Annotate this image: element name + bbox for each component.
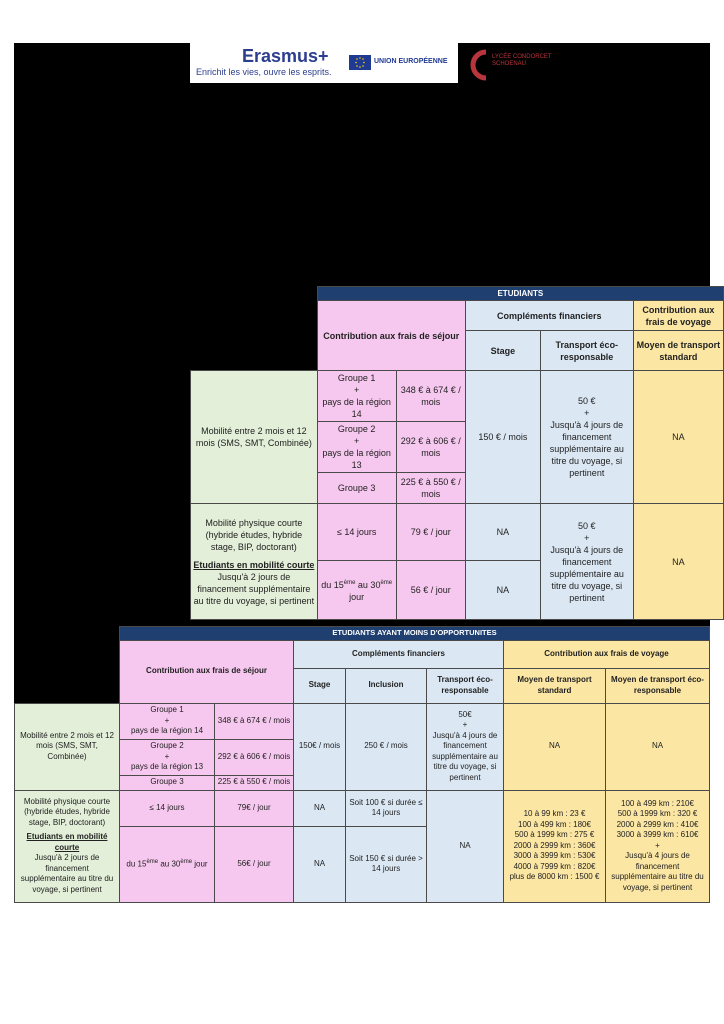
table2-short-eco: NA xyxy=(427,790,504,902)
table1-short-row1-amount: 79 € / jour xyxy=(396,504,465,561)
table2-group-2: Groupe 2 + pays de la région 13 xyxy=(120,739,215,775)
table1-short-row1-days: ≤ 14 jours xyxy=(317,504,396,561)
table2-short-row1-stage: NA xyxy=(294,790,346,826)
table1-long-stage: 150 € / mois xyxy=(465,371,540,504)
table1-eco-header: Transport éco-responsable xyxy=(540,331,633,371)
table2-long-mobility-label: Mobilité entre 2 mois et 12 mois (SMS, SMT, Combinée) xyxy=(15,703,120,790)
table1-short-row2-stage: NA xyxy=(465,561,540,620)
table2-long-eco: 50€ + Jusqu'à 4 jours de financement supplémentaire au titre du voyage, si pertinent xyxy=(427,703,504,790)
table1-long-eco: 50 € + Jusqu'à 4 jours de financement supplémentaire au titre du voyage, si pertinent xyxy=(540,371,633,504)
table1-voyage-header: Contribution aux frais de voyage xyxy=(633,301,723,331)
table2-short-row2-stage: NA xyxy=(294,826,346,902)
table1-long-standard: NA xyxy=(633,371,723,504)
table2-title: ETUDIANTS AYANT MOINS D'OPPORTUNITES xyxy=(120,627,710,641)
table2-distances-standard: 10 à 99 km : 23 € 100 à 499 km : 180€ 500 à 1999 km : 275 € 2000 à 2999 km : 360€ 3000 à 3999 km : 530€ 4000 à 7999 km : 820€ plus de 8000 km : 1500 € xyxy=(504,790,606,902)
table1-standard-header: Moyen de transport standard xyxy=(633,331,723,371)
table2-short-row2-inclusion: Soit 150 € si durée > 14 jours xyxy=(346,826,427,902)
table1-group-1: Groupe 1 + pays de la région 14 xyxy=(317,371,396,422)
table2-standard-header: Moyen de transport standard xyxy=(504,668,606,703)
table1-group-1-amount: 348 € à 674 € / mois xyxy=(396,371,465,422)
table1-short-row1-stage: NA xyxy=(465,504,540,561)
table2-group-2-amount: 292 € à 606 € / mois xyxy=(215,739,294,775)
table2-sejour-header: Contribution aux frais de séjour xyxy=(120,640,294,703)
eu-label: UNION EUROPÉENNE xyxy=(374,58,448,65)
table1-group-2: Groupe 2 + pays de la région 13 xyxy=(317,422,396,473)
students-fewer-opportunities-table xyxy=(14,626,710,903)
erasmus-logo-title: Erasmus+ xyxy=(242,46,329,66)
erasmus-tagline: Enrichit les vies, ouvre les esprits. xyxy=(196,67,332,77)
table1-group-3: Groupe 3 xyxy=(317,473,396,504)
students-table xyxy=(190,286,724,620)
table2-short-row1-inclusion: Soit 100 € si durée ≤ 14 jours xyxy=(346,790,427,826)
table2-eco-header: Transport éco-responsable xyxy=(427,668,504,703)
table1-long-mobility-label: Mobilité entre 2 mois et 12 mois (SMS, SMT, Combinée) xyxy=(191,371,318,504)
table1-short-row2-days: du 15ème au 30ème jour xyxy=(317,561,396,620)
table2-inclusion-header: Inclusion xyxy=(346,668,427,703)
table2-group-3: Groupe 3 xyxy=(120,775,215,790)
table2-long-stage: 150€ / mois xyxy=(294,703,346,790)
table1-complements-header: Compléments financiers xyxy=(465,301,633,331)
table1-short-mobility-label: Mobilité physique courte (hybride études, hybride stage, BIP, doctorant) Etudiants en mobilité courte Jusqu'à 2 jours de financement supplémentaire au titre du voyage, si pertinent xyxy=(191,504,318,620)
table2-group-1: Groupe 1 + pays de la région 14 xyxy=(120,703,215,739)
table2-eco2-header: Moyen de transport éco-responsable xyxy=(606,668,710,703)
eu-flag-icon xyxy=(349,55,371,70)
table2-short-row1-days: ≤ 14 jours xyxy=(120,790,215,826)
table2-long-standard: NA xyxy=(504,703,606,790)
table2-short-row1-amount: 79€ / jour xyxy=(215,790,294,826)
table1-title: ETUDIANTS xyxy=(317,287,723,301)
table1-short-eco: 50 € + Jusqu'à 4 jours de financement supplémentaire au titre du voyage, si pertinent xyxy=(540,504,633,620)
table1-group-2-amount: 292 € à 606 € / mois xyxy=(396,422,465,473)
table2-voyage-header: Contribution aux frais de voyage xyxy=(504,640,710,668)
table1-short-row2-amount: 56 € / jour xyxy=(396,561,465,620)
school-name: LYCÉE CONDORCET SCHOENAU xyxy=(492,54,552,67)
table1-short-standard: NA xyxy=(633,504,723,620)
table2-group-1-amount: 348 € à 674 € / mois xyxy=(215,703,294,739)
table2-stage-header: Stage xyxy=(294,668,346,703)
school-logo-icon xyxy=(466,48,494,82)
table2-distances-eco: 100 à 499 km : 210€ 500 à 1999 km : 320 € 2000 à 2999 km : 410€ 3000 à 3999 km : 610€ + Jusqu'à 4 jours de financement supplémentaire au titre du voyage, si pertinent xyxy=(606,790,710,902)
table1-group-3-amount: 225 € à 550 € / mois xyxy=(396,473,465,504)
logo-banner xyxy=(190,43,458,83)
table2-long-inclusion: 250 € / mois xyxy=(346,703,427,790)
table1-stage-header: Stage xyxy=(465,331,540,371)
table2-long-eco2: NA xyxy=(606,703,710,790)
table2-short-row2-days: du 15ème au 30ème jour xyxy=(120,826,215,902)
table1-sejour-header: Contribution aux frais de séjour xyxy=(317,301,465,371)
table2-short-row2-amount: 56€ / jour xyxy=(215,826,294,902)
table2-short-mobility-label: Mobilité physique courte (hybride études, hybride stage, BIP, doctorant) Etudiants en mobilité courte Jusqu'à 2 jours de financement supplémentaire au titre du voyage, si pertinent xyxy=(15,790,120,902)
table2-group-3-amount: 225 € à 550 € / mois xyxy=(215,775,294,790)
table2-complements-header: Compléments financiers xyxy=(294,640,504,668)
